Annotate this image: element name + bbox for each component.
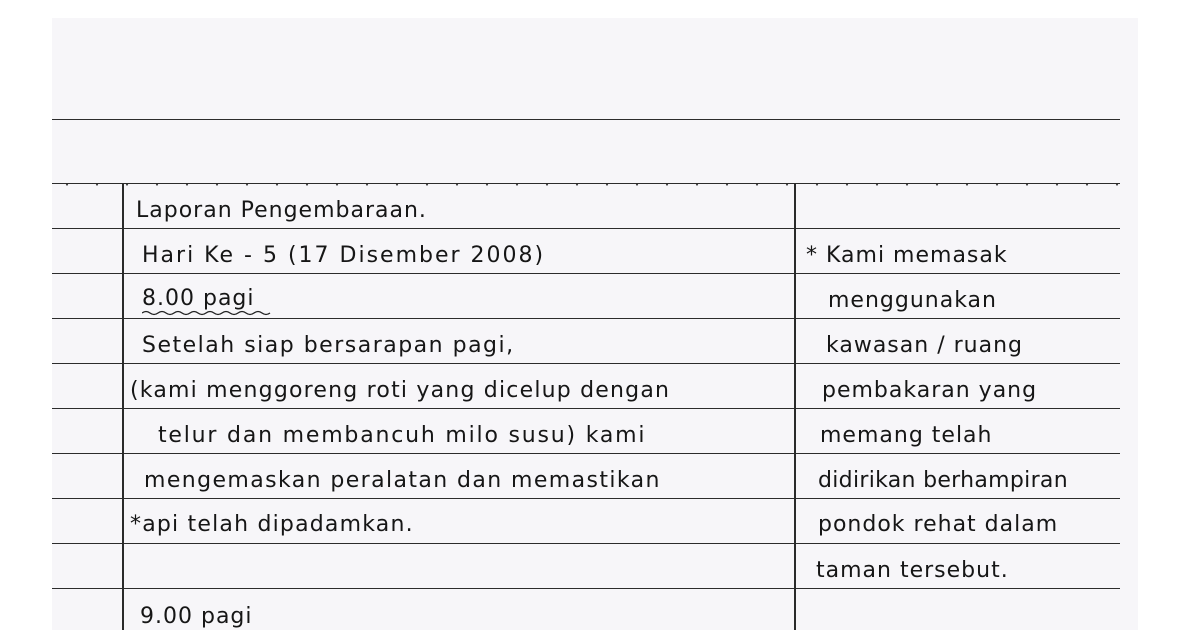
paper-sheet: [52, 18, 1138, 630]
report-title: Laporan Pengembaraan.: [136, 198, 427, 223]
journal-line: mengemaskan peralatan dan memastikan: [144, 468, 661, 493]
ruled-line: [52, 498, 1120, 499]
journal-line: telur dan membancuh milo susu) kami: [158, 423, 647, 448]
wavy-underline: [142, 310, 274, 316]
side-note-line: * Kami memasak: [806, 243, 1008, 268]
ruled-line: [52, 228, 1120, 229]
time-heading-8am: 8.00 pagi: [142, 286, 255, 311]
side-note-line: pondok rehat dalam: [818, 512, 1059, 537]
side-note-line: memang telah: [820, 423, 993, 448]
ruled-line: [52, 408, 1120, 409]
time-heading-9am: 9.00 pagi: [140, 604, 253, 629]
ruled-line: [52, 588, 1120, 589]
left-margin-line: [122, 183, 124, 630]
side-note-line: didirikan berhampiran: [818, 468, 1068, 493]
day-date-line: Hari Ke - 5 (17 Disember 2008): [142, 243, 546, 268]
ruled-line: [52, 543, 1120, 544]
side-note-line: taman tersebut.: [816, 558, 1009, 583]
ruled-line: [52, 273, 1120, 274]
side-note-line: menggunakan: [828, 288, 997, 313]
journal-line: (kami menggoreng roti yang dicelup dengan: [130, 378, 671, 403]
ruled-line: [52, 453, 1120, 454]
journal-line: Setelah siap bersarapan pagi,: [142, 333, 515, 358]
ruled-line: [52, 363, 1120, 364]
ruled-line: [52, 318, 1120, 319]
side-note-line: pembakaran yang: [822, 378, 1038, 403]
journal-line: *api telah dipadamkan.: [130, 512, 414, 537]
side-note-line: kawasan / ruang: [826, 333, 1023, 358]
ruled-line: [52, 119, 1120, 120]
ruled-line: [52, 183, 1120, 184]
column-divider-line: [794, 183, 796, 630]
